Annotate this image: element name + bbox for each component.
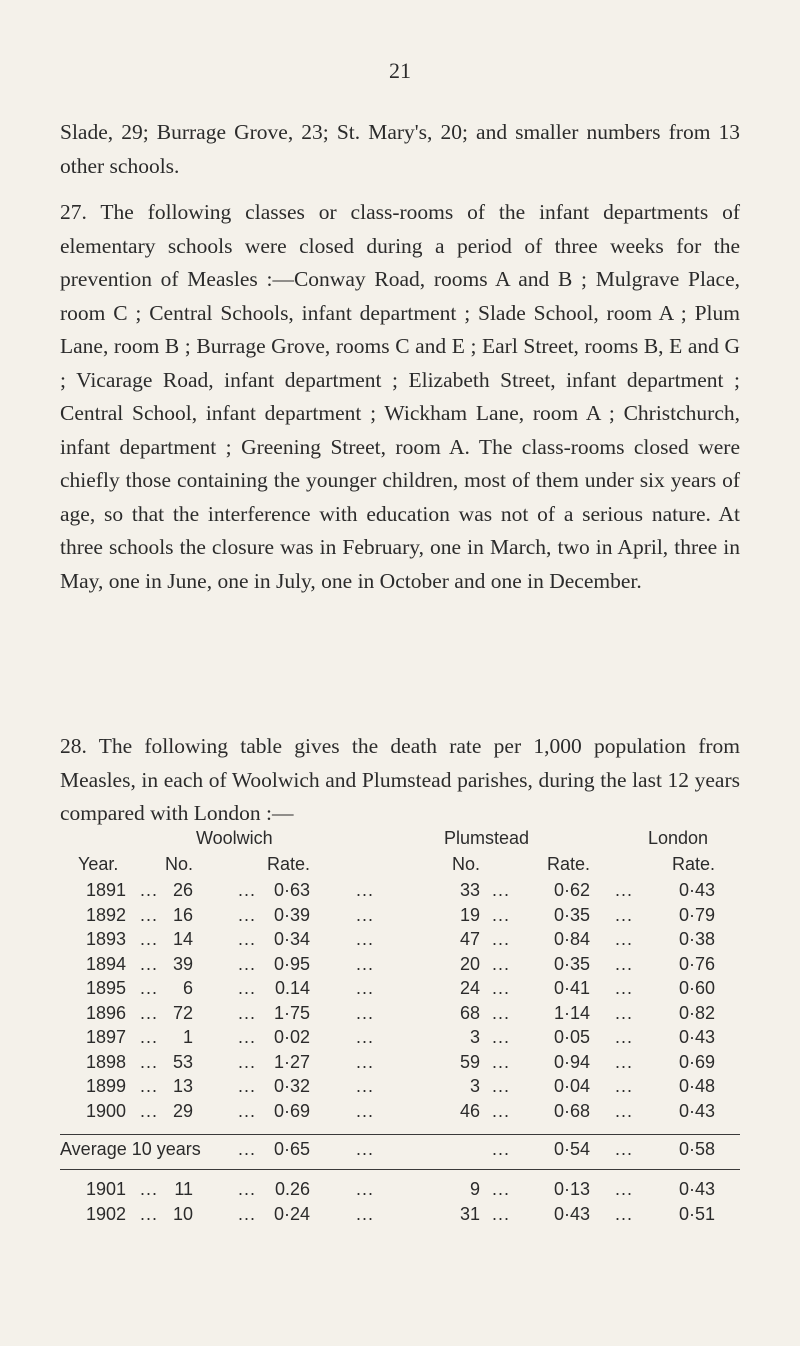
dot-leader: ...	[238, 1076, 257, 1096]
woolwich-no-cell: 13	[172, 1076, 193, 1096]
dot-leader: ...	[615, 1100, 634, 1121]
year-cell: 1901	[86, 1179, 127, 1199]
plumstead-rate-cell: 0·41	[553, 978, 590, 998]
dot-leader: ...	[238, 1179, 257, 1199]
divider-rule	[60, 1169, 740, 1170]
divider-rule	[60, 1134, 740, 1135]
dot-leader: ...	[615, 1076, 634, 1096]
table-row	[60, 905, 740, 930]
dot-leader: ...	[238, 1139, 257, 1159]
dot-leader: ...	[615, 904, 634, 925]
plumstead-rate-cell: 0·68	[553, 1100, 590, 1121]
dot-leader: ...	[356, 1100, 375, 1121]
woolwich-no-cell: 6	[182, 978, 193, 998]
plumstead-no-cell: 19	[459, 904, 480, 925]
woolwich-no-cell: 14	[172, 929, 193, 949]
dot-leader: ...	[492, 1179, 511, 1199]
dot-leader: ...	[492, 978, 511, 998]
dot-leader: ...	[238, 1051, 257, 1072]
woolwich-no-cell: 11	[174, 1179, 193, 1199]
paragraph-continuation: Slade, 29; Burrage Grove, 23; St. Mary's, 20; and smaller numbers from 13 other schools.	[60, 120, 740, 178]
average-row	[60, 1139, 740, 1165]
table-row	[60, 1179, 740, 1204]
header-woolwich-rate: Rate.	[266, 854, 310, 874]
woolwich-rate-cell: 0·34	[273, 929, 310, 949]
table-row	[60, 978, 740, 1003]
plumstead-rate-cell: 0·62	[553, 880, 590, 900]
plumstead-no-cell: 24	[459, 978, 480, 998]
dot-leader: ...	[140, 1027, 159, 1047]
dot-leader: ...	[492, 1051, 511, 1072]
dot-leader: ...	[238, 929, 257, 949]
dot-leader: ...	[356, 953, 375, 974]
plumstead-rate-cell: 0·84	[553, 929, 590, 949]
plumstead-rate-cell: 1·14	[553, 1002, 590, 1023]
woolwich-no-cell: 10	[172, 1203, 193, 1224]
dot-leader: ...	[492, 1002, 511, 1023]
dot-leader: ...	[140, 953, 159, 974]
dot-leader: ...	[238, 904, 257, 925]
year-cell: 1892	[86, 904, 127, 925]
dot-leader: ...	[140, 1203, 159, 1224]
woolwich-rate-cell: 0·39	[273, 904, 310, 925]
plumstead-rate-cell: 0·35	[553, 904, 590, 925]
dot-leader: ...	[356, 929, 375, 949]
woolwich-rate-cell: 0·32	[273, 1076, 310, 1096]
woolwich-rate-cell: 1·27	[273, 1051, 310, 1072]
dot-leader: ...	[615, 1139, 634, 1159]
dot-leader: ...	[492, 1203, 511, 1224]
year-cell: 1897	[86, 1027, 127, 1047]
woolwich-no-cell: 53	[172, 1051, 193, 1072]
plumstead-rate-cell: 0·43	[553, 1203, 590, 1224]
woolwich-rate-cell: 0·69	[273, 1100, 310, 1121]
london-rate-cell: 0·60	[678, 978, 715, 998]
london-rate-cell: 0·51	[678, 1203, 715, 1224]
paragraph-27: 27. The following classes or class-rooms of the infant departments of elementary schools were closed during a period of three weeks for the prevention of Measles :—Conway Road, rooms A and B ; Mulgrave Place, room C ; Central Schools, infant department ; Slade School, room A ; Plum Lane, room B ; Burrage Grove, rooms C and E ; Earl Street, rooms B, E and G ; Vicarage Road, infant department ; Elizabeth Street, infant department ; Central School, infant department ; Wickham Lane, room A ; Christchurch, infant department ; Greening Street, room A. The class-rooms closed were chiefly those containing the younger children, most of them under six years of age, so that the interference with education was not of a serious nature. At three schools the closure was in February, one in March, two in April, three in May, one in June, one in July, one in October and one in December.	[60, 200, 740, 593]
table-row	[60, 1076, 740, 1101]
woolwich-rate-cell: 0·24	[273, 1203, 310, 1224]
plumstead-rate-cell: 0·13	[553, 1179, 590, 1199]
dot-leader: ...	[238, 1002, 257, 1023]
woolwich-no-cell: 72	[172, 1002, 193, 1023]
woolwich-no-cell: 39	[172, 953, 193, 974]
dot-leader: ...	[492, 1027, 511, 1047]
dot-leader: ...	[356, 978, 375, 998]
group-plumstead: Plumstead	[444, 828, 530, 848]
plumstead-no-cell: 9	[469, 1179, 480, 1199]
table-row	[60, 1052, 740, 1077]
london-rate-cell: 0·79	[678, 904, 715, 925]
group-london: London	[648, 828, 709, 848]
dot-leader: ...	[140, 904, 159, 925]
year-cell: 1902	[86, 1203, 127, 1224]
london-rate-cell: 0·43	[678, 880, 715, 900]
dot-leader: ...	[615, 1027, 634, 1047]
woolwich-no-cell: 26	[172, 880, 193, 900]
dot-leader: ...	[615, 929, 634, 949]
header-year: Year.	[78, 854, 119, 874]
dot-leader: ...	[356, 1027, 375, 1047]
table-column-header	[60, 854, 740, 880]
dot-leader: ...	[615, 1002, 634, 1023]
table-row	[60, 929, 740, 954]
header-plumstead-no: No.	[451, 854, 480, 874]
dot-leader: ...	[492, 904, 511, 925]
dot-leader: ...	[140, 1051, 159, 1072]
average-london-rate: 0·58	[678, 1139, 715, 1159]
dot-leader: ...	[238, 978, 257, 998]
woolwich-rate-cell: 0.26	[274, 1179, 310, 1199]
table-row	[60, 954, 740, 979]
table-group-header	[60, 828, 740, 854]
dot-leader: ...	[615, 1179, 634, 1199]
london-rate-cell: 0·43	[678, 1100, 715, 1121]
year-cell: 1893	[86, 929, 127, 949]
dot-leader: ...	[140, 1179, 159, 1199]
london-rate-cell: 0·43	[678, 1179, 715, 1199]
woolwich-rate-cell: 0·63	[273, 880, 310, 900]
dot-leader: ...	[140, 1100, 159, 1121]
dot-leader: ...	[356, 1051, 375, 1072]
header-woolwich-no: No.	[164, 854, 193, 874]
dot-leader: ...	[615, 953, 634, 974]
page-number: 21	[389, 58, 411, 83]
woolwich-rate-cell: 0·95	[273, 953, 310, 974]
dot-leader: ...	[492, 1139, 511, 1159]
dot-leader: ...	[356, 1179, 375, 1199]
london-rate-cell: 0·43	[678, 1027, 715, 1047]
plumstead-no-cell: 33	[459, 880, 480, 900]
dot-leader: ...	[615, 1203, 634, 1224]
year-cell: 1896	[86, 1002, 127, 1023]
plumstead-no-cell: 3	[469, 1027, 480, 1047]
london-rate-cell: 0·48	[678, 1076, 715, 1096]
london-rate-cell: 0·38	[678, 929, 715, 949]
london-rate-cell: 0·82	[678, 1002, 715, 1023]
plumstead-no-cell: 47	[459, 929, 480, 949]
table-row	[60, 1101, 740, 1126]
dot-leader: ...	[492, 929, 511, 949]
plumstead-rate-cell: 0·94	[553, 1051, 590, 1072]
year-cell: 1894	[86, 953, 127, 974]
woolwich-no-cell: 29	[172, 1100, 193, 1121]
table-row	[60, 1027, 740, 1052]
dot-leader: ...	[492, 1100, 511, 1121]
plumstead-rate-cell: 0·04	[553, 1076, 590, 1096]
woolwich-no-cell: 1	[182, 1027, 193, 1047]
dot-leader: ...	[140, 880, 159, 900]
year-cell: 1895	[86, 978, 127, 998]
london-rate-cell: 0·69	[678, 1051, 715, 1072]
paragraph-28: 28. The following table gives the death rate per 1,000 population from Measles, in each of Woolwich and Plumstead parishes, during the last 12 years compared with London :—	[60, 734, 740, 825]
woolwich-no-cell: 16	[172, 904, 193, 925]
table-row	[60, 1003, 740, 1028]
plumstead-no-cell: 3	[469, 1076, 480, 1096]
table-row	[60, 1204, 740, 1229]
plumstead-no-cell: 46	[459, 1100, 480, 1121]
plumstead-no-cell: 68	[459, 1002, 480, 1023]
dot-leader: ...	[238, 1100, 257, 1121]
dot-leader: ...	[356, 904, 375, 925]
dot-leader: ...	[356, 1203, 375, 1224]
dot-leader: ...	[615, 978, 634, 998]
woolwich-rate-cell: 0·02	[273, 1027, 310, 1047]
year-cell: 1900	[86, 1100, 127, 1121]
dot-leader: ...	[356, 1002, 375, 1023]
average-woolwich-rate: 0·65	[273, 1139, 310, 1159]
dot-leader: ...	[238, 880, 257, 900]
dot-leader: ...	[238, 1203, 257, 1224]
plumstead-no-cell: 20	[459, 953, 480, 974]
dot-leader: ...	[140, 929, 159, 949]
measles-death-rate-table	[60, 828, 740, 1228]
dot-leader: ...	[140, 978, 159, 998]
plumstead-rate-cell: 0·05	[553, 1027, 590, 1047]
dot-leader: ...	[238, 953, 257, 974]
average-plumstead-rate: 0·54	[553, 1139, 590, 1159]
dot-leader: ...	[615, 880, 634, 900]
london-rate-cell: 0·76	[678, 953, 715, 974]
table-body-later	[60, 1179, 740, 1228]
year-cell: 1898	[86, 1051, 127, 1072]
year-cell: 1899	[86, 1076, 127, 1096]
header-london-rate: Rate.	[671, 854, 715, 874]
table-row	[60, 880, 740, 905]
table-body	[60, 880, 740, 1125]
woolwich-rate-cell: 0.14	[274, 978, 310, 998]
dot-leader: ...	[492, 953, 511, 974]
dot-leader: ...	[356, 880, 375, 900]
dot-leader: ...	[492, 1076, 511, 1096]
dot-leader: ...	[238, 1027, 257, 1047]
dot-leader: ...	[140, 1002, 159, 1023]
header-plumstead-rate: Rate.	[546, 854, 590, 874]
plumstead-rate-cell: 0·35	[553, 953, 590, 974]
woolwich-rate-cell: 1·75	[273, 1002, 310, 1023]
dot-leader: ...	[356, 1076, 375, 1096]
dot-leader: ...	[140, 1076, 159, 1096]
plumstead-no-cell: 59	[459, 1051, 480, 1072]
dot-leader: ...	[356, 1139, 375, 1159]
dot-leader: ...	[615, 1051, 634, 1072]
average-label: Average 10 years	[60, 1139, 201, 1159]
group-woolwich: Woolwich	[196, 828, 273, 848]
dot-leader: ...	[492, 880, 511, 900]
plumstead-no-cell: 31	[459, 1203, 480, 1224]
year-cell: 1891	[86, 880, 127, 900]
